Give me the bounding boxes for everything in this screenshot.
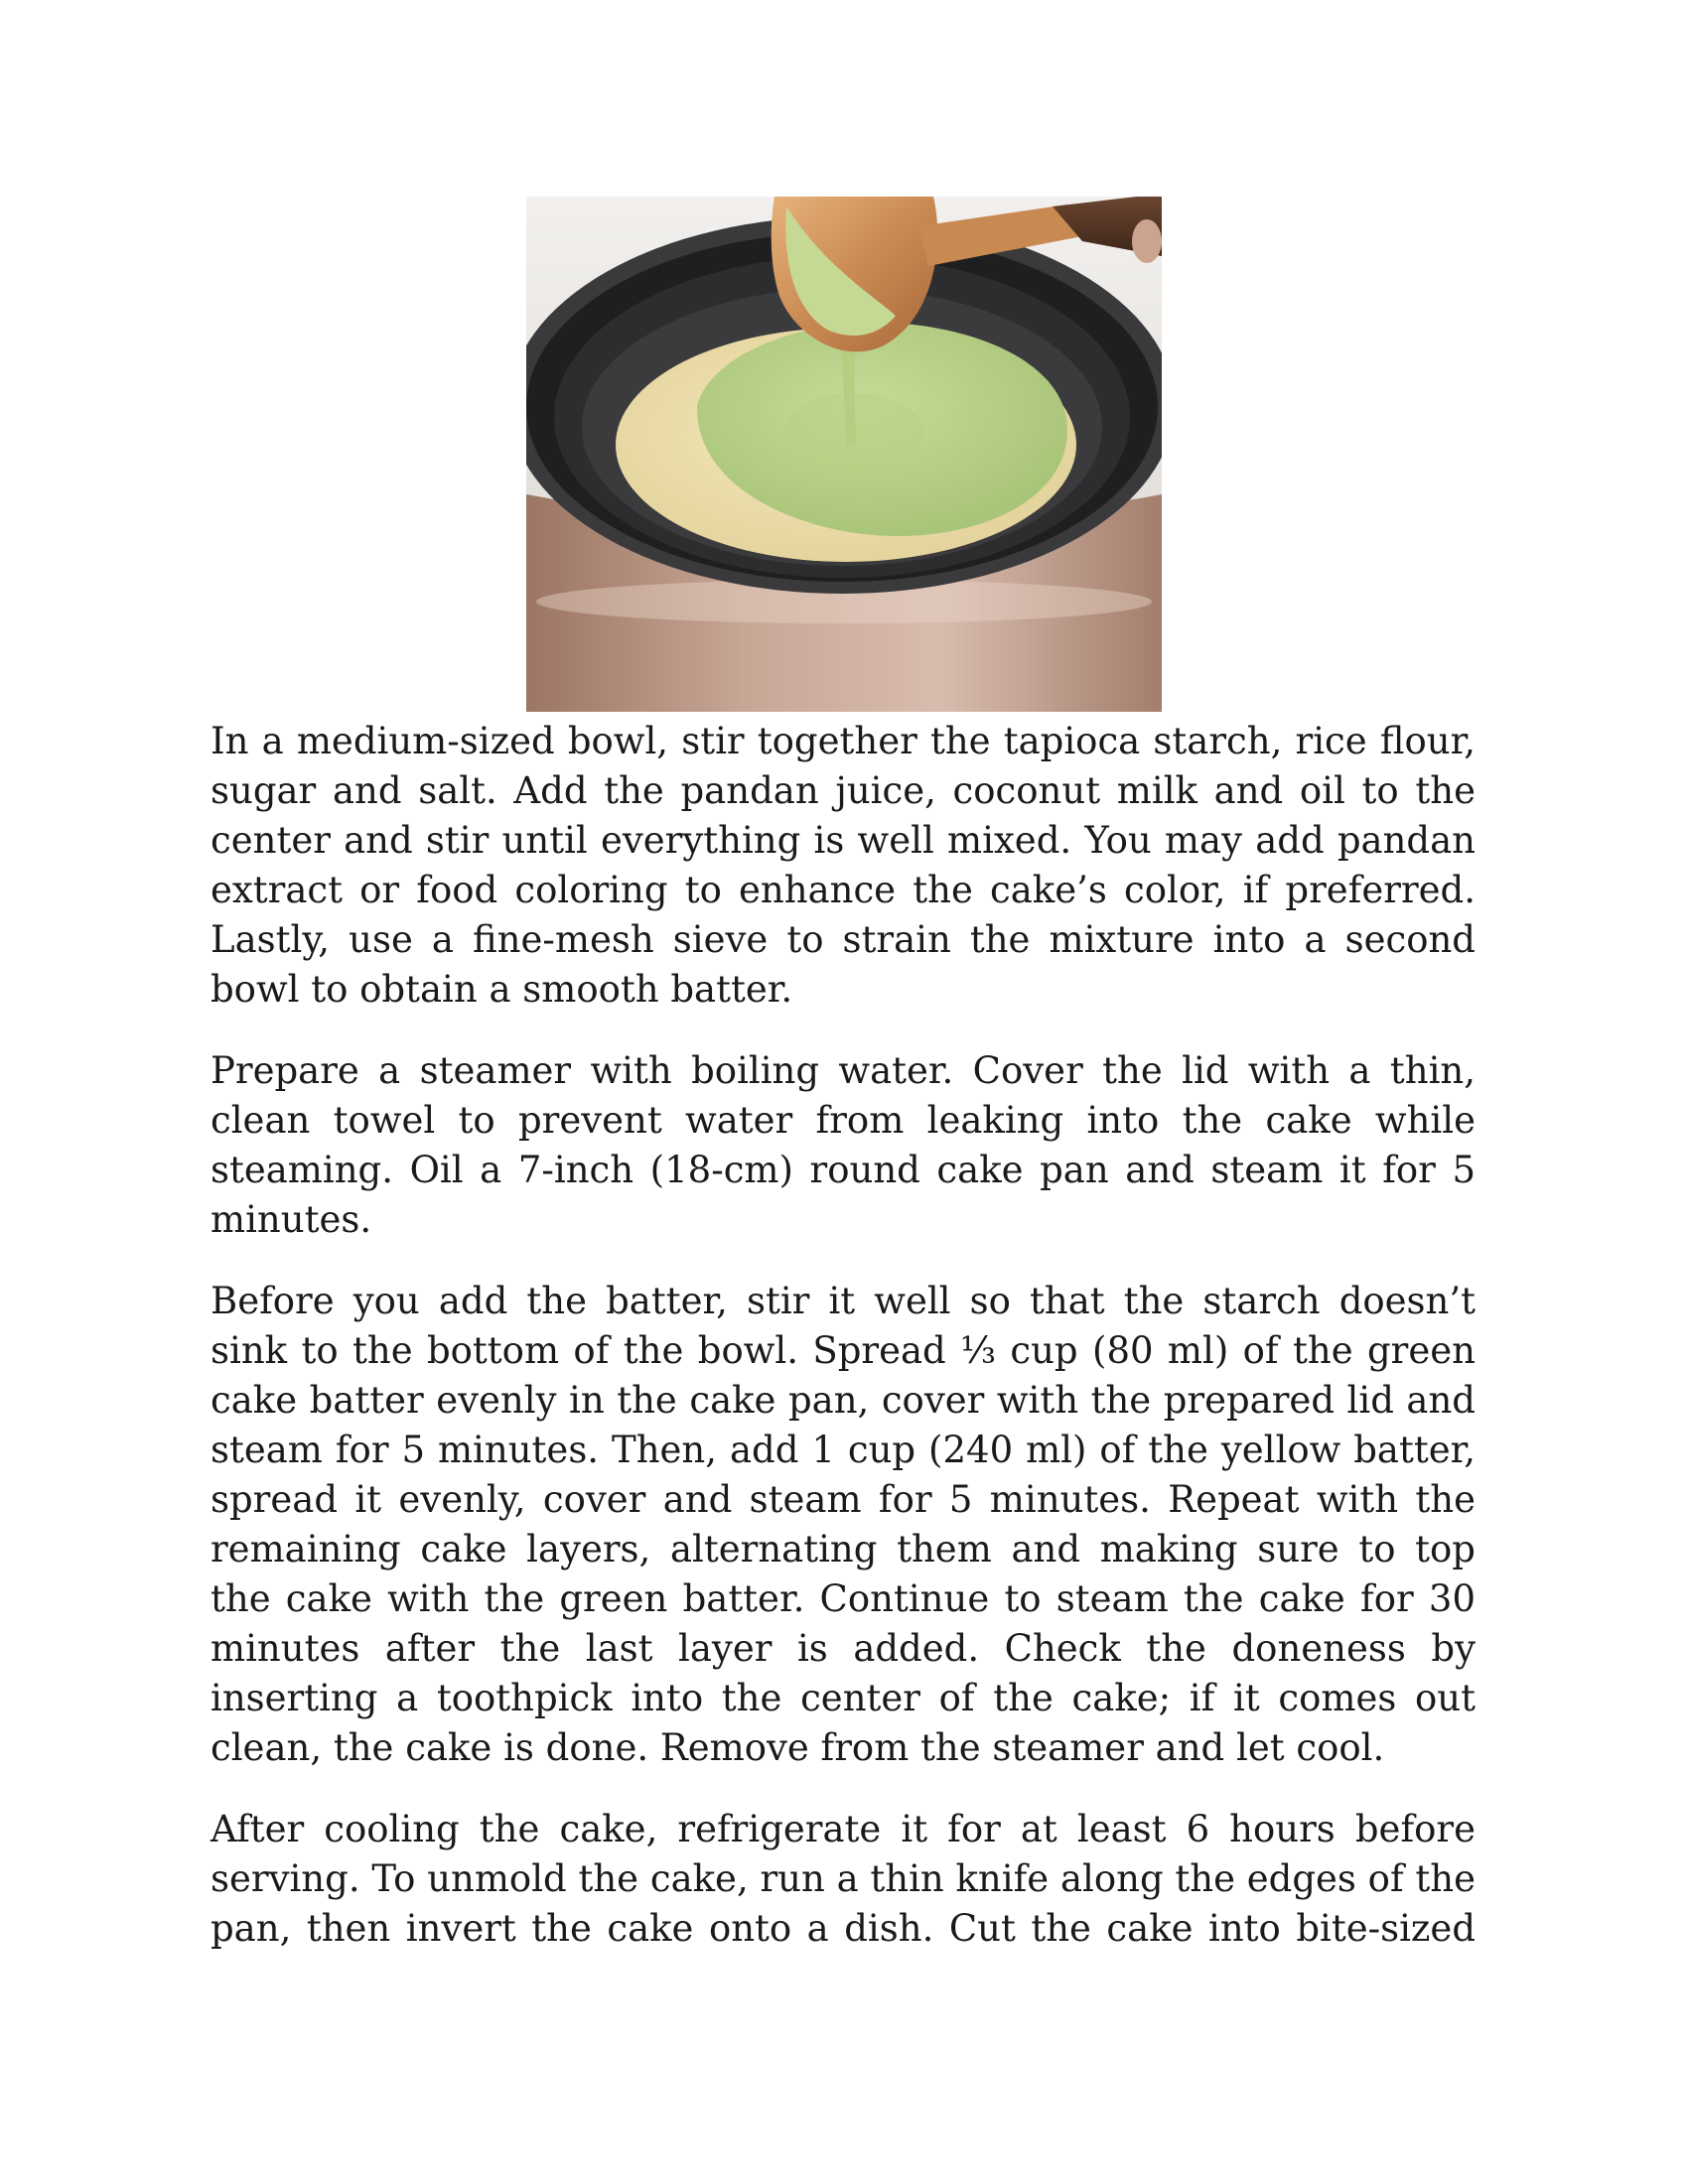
instruction-paragraph: After cooling the cake, refrigerate it for at least 6 hours before serving. To unmold the cake, run a thin knife along the edges of the pan, then invert the cake onto a dish. Cut the cake into bite-sized (211, 1808, 1476, 1950)
pouring-batter-photo (526, 197, 1162, 712)
instruction-paragraph: In a medium-sized bowl, stir together the tapioca starch, rice flour, sugar and salt. Add the pandan juice, coconut milk and oil to the center and stir until everything is well mixed. You may add pandan extract or food coloring to enhance the cake’s color, if preferred. Lastly, use a fine-mesh sieve to strain the mixture into a second bowl to obtain a smooth batter. (211, 720, 1476, 1011)
photo-illustration (526, 197, 1162, 712)
instruction-paragraph: Prepare a steamer with boiling water. Cover the lid with a thin, clean towel to prevent water from leaking into the cake while steaming. Oil a 7-inch (18-cm) round cake pan and steam it for 5 minutes. (211, 1049, 1476, 1241)
instruction-paragraph: Before you add the batter, stir it well so that the starch doesn’t sink to the bottom of the bowl. Spread ⅓ cup (80 ml) of the green cake batter evenly in the cake pan, cover with the prepared lid and steam for 5 minutes. Then, add 1 cup (240 ml) of the yellow batter, spread it evenly, cover and steam for 5 minutes. Repeat with the remaining cake layers, alternating them and making sure to top the cake with the green batter. Continue to steam the cake for 30 minutes after the last layer is added. Check the doneness by inserting a toothpick into the center of the cake; if it comes out clean, the cake is done. Remove from the steamer and let cool. (211, 1280, 1476, 1769)
recipe-instructions (211, 717, 1476, 1985)
